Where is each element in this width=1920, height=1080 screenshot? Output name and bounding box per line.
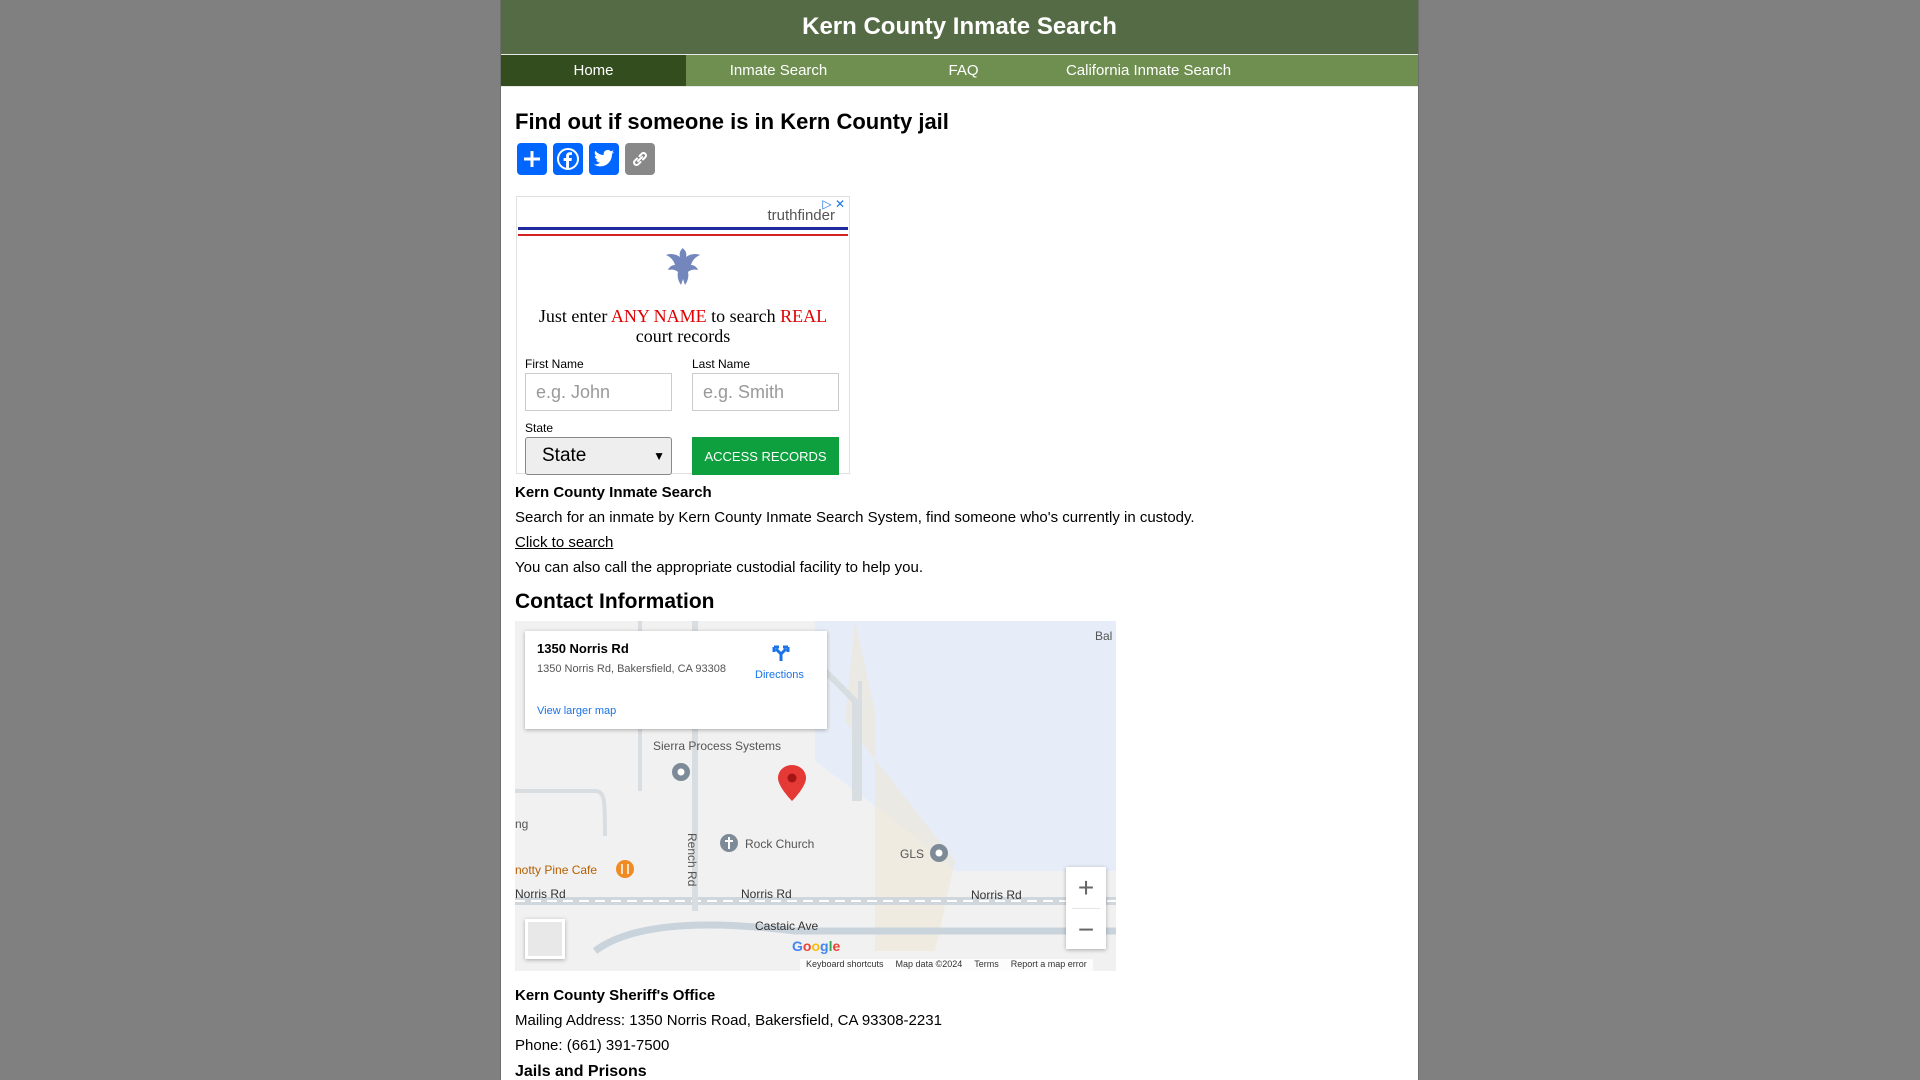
last-name-input[interactable]: e.g. Smith: [692, 373, 839, 411]
page-container: [500, 0, 1419, 1080]
site-header: [501, 0, 1418, 54]
share-plus-icon[interactable]: [517, 143, 547, 175]
map-label-norris-right: Norris Rd: [971, 888, 1022, 902]
directions-link[interactable]: Directions: [755, 669, 804, 681]
map-label-cafe: notty Pine Cafe: [515, 863, 598, 877]
map-card-title: 1350 Norris Rd: [537, 641, 629, 656]
ad-headline-text: Just enter: [538, 306, 611, 326]
twitter-icon[interactable]: [589, 143, 619, 175]
search-section-heading: Kern County Inmate Search: [515, 484, 712, 501]
jails-prisons-heading: Jails and Prisons: [515, 1063, 647, 1080]
map-label-sierra: Sierra Process Systems: [653, 739, 782, 753]
zoom-controls: [1066, 867, 1106, 949]
zoom-in-button[interactable]: +: [1077, 871, 1095, 903]
page-title: Find out if someone is in Kern County jail: [515, 109, 949, 134]
eagle-icon: [517, 244, 849, 300]
last-name-label: Last Name: [692, 357, 751, 371]
ad-headline-text: to search: [706, 306, 781, 326]
main-nav: [501, 54, 1418, 87]
nav-faq[interactable]: FAQ: [948, 62, 979, 79]
ad-headline-highlight: REAL: [780, 306, 828, 326]
click-to-search-link[interactable]: Click to search: [515, 534, 614, 551]
zoom-out-button[interactable]: −: [1077, 913, 1095, 945]
map-label-rench: Rench Rd: [685, 833, 699, 887]
ad-headline-text: court records: [635, 326, 731, 346]
state-select[interactable]: [525, 437, 672, 475]
directions-icon[interactable]: [771, 643, 791, 668]
map-card-address: 1350 Norris Rd, Bakersfield, CA 93308: [537, 663, 726, 675]
contact-heading: Contact Information: [515, 590, 715, 613]
search-section-description: Search for an inmate by Kern County Inmate Search System, find someone who's currently in custody.: [515, 509, 1195, 526]
ad-banner: [516, 196, 850, 474]
ad-divider: [518, 227, 848, 236]
first-name-input[interactable]: e.g. John: [525, 373, 672, 411]
ad-search-form: [525, 357, 843, 475]
map-label-norris-mid: Norris Rd: [741, 887, 792, 901]
ad-headline-highlight: ANY NAME: [610, 306, 707, 326]
phone-number: Phone: (661) 391-7500: [515, 1037, 670, 1054]
keyboard-shortcuts-link[interactable]: Keyboard shortcuts: [806, 959, 884, 969]
nav-inmate-search[interactable]: Inmate Search: [729, 62, 828, 79]
mailing-address: Mailing Address: 1350 Norris Road, Bakersfield, CA 93308-2231: [515, 1012, 942, 1029]
map-embed[interactable]: [515, 621, 1116, 971]
copy-link-icon[interactable]: [625, 143, 655, 175]
google-logo: Google: [792, 938, 841, 954]
map-info-card: [525, 631, 827, 729]
nav-home[interactable]: Home: [501, 55, 686, 86]
search-section-note: You can also call the appropriate custodial facility to help you.: [515, 559, 924, 576]
site-title: Kern County Inmate Search: [802, 13, 1117, 40]
terms-link[interactable]: Terms: [974, 959, 999, 969]
street-view-pegman[interactable]: [525, 919, 565, 959]
view-larger-map-link[interactable]: View larger map: [537, 705, 617, 717]
share-bar: [517, 143, 1405, 175]
report-map-error-link[interactable]: Report a map error: [1010, 959, 1087, 969]
facebook-icon[interactable]: [553, 143, 583, 175]
map-label-bal: Bal: [1095, 629, 1113, 643]
access-records-button[interactable]: ACCESS RECORDS: [692, 437, 839, 475]
map-label-norris-left: Norris Rd: [515, 887, 566, 901]
map-label-ng: ng: [515, 817, 529, 831]
map-label-rock-church: Rock Church: [745, 837, 815, 851]
main-content: [515, 87, 1405, 1080]
state-select-value: State: [542, 445, 587, 466]
ad-close-icon[interactable]: ▷ ✕: [822, 197, 845, 211]
map-label-castaic: Castaic Ave: [755, 919, 819, 933]
ad-brand: truthfinder: [767, 207, 835, 224]
map-label-gls: GLS: [900, 847, 925, 861]
nav-california-inmate-search[interactable]: California Inmate Search: [1065, 62, 1232, 79]
ad-headline: [517, 306, 849, 346]
map-data-label: Map data ©2024: [895, 959, 963, 969]
state-label: State: [525, 421, 554, 435]
first-name-label: First Name: [525, 357, 584, 371]
map-footer: [800, 959, 1093, 971]
chevron-down-icon: ▼: [653, 449, 665, 463]
office-name: Kern County Sheriff's Office: [515, 987, 716, 1004]
ad-topbar: [517, 197, 849, 227]
